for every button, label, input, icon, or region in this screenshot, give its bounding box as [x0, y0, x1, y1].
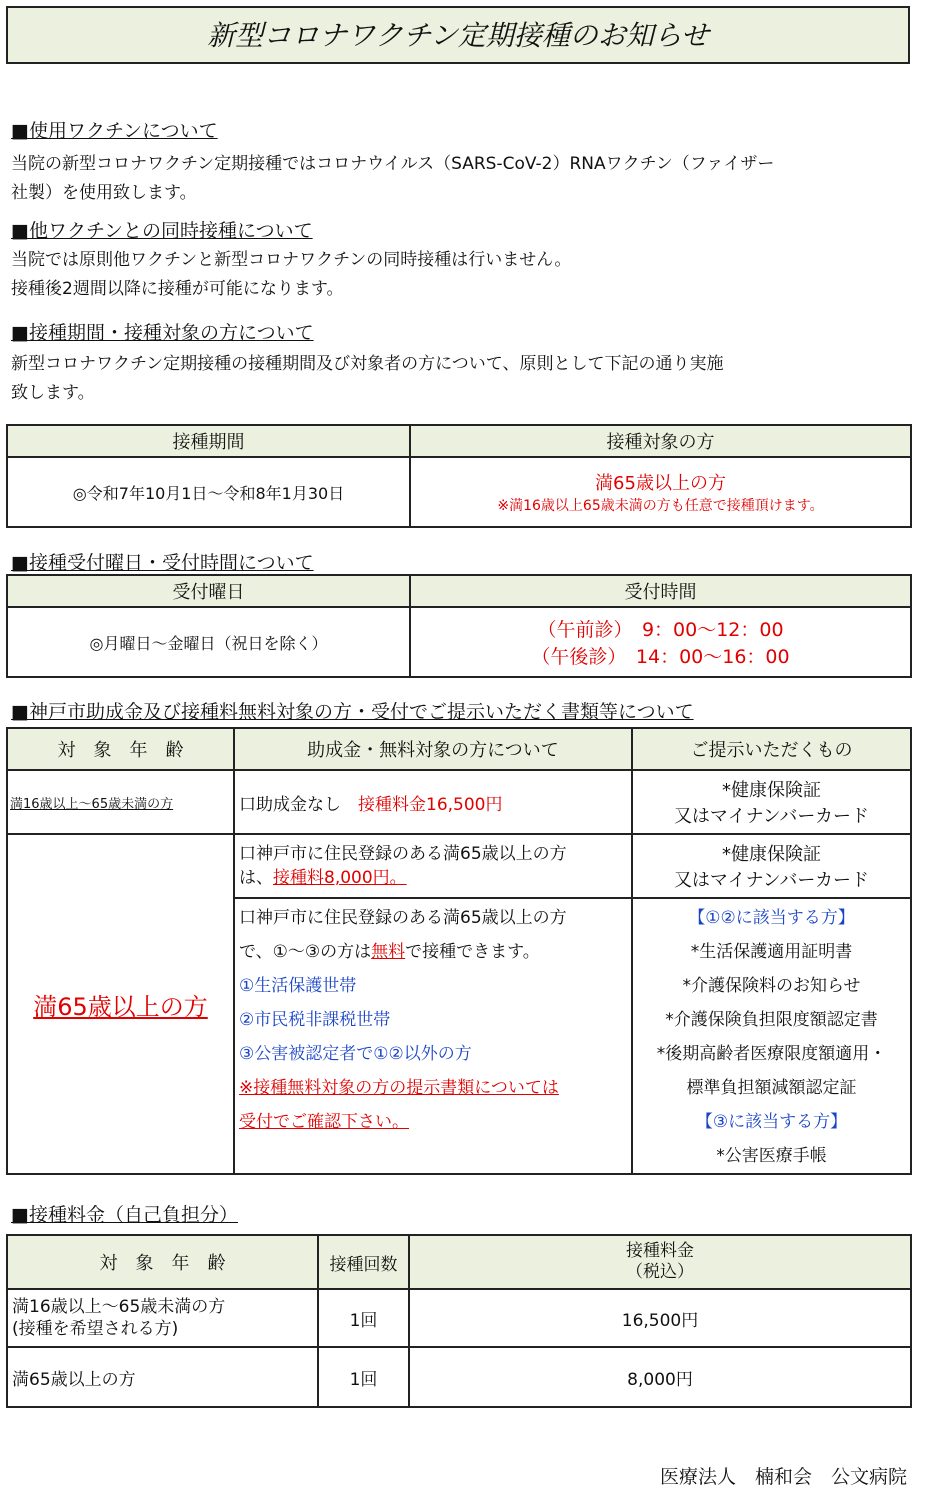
- welfare-household: ①生活保護世帯: [239, 976, 357, 996]
- free-line-2a: で、①～③の方は: [239, 942, 372, 962]
- fee-row-age: [7, 1289, 318, 1347]
- section-heading-vaccine: ■使用ワクチンについて: [11, 120, 218, 142]
- section-heading-reception: ■接種受付曜日・受付時間について: [11, 552, 314, 574]
- period-col-header: 接種期間: [7, 425, 410, 457]
- tax-exempt-household: ②市民税非課税世帯: [239, 1010, 391, 1030]
- hours-pm: （午後診） 14：00～16：00: [531, 646, 790, 668]
- section-heading-period: ■接種期間・接種対象の方について: [11, 322, 314, 344]
- free-line-2c: で接種できます。: [405, 942, 540, 962]
- subsidy-65-free: [234, 898, 632, 1174]
- period-line-2: 致します。: [11, 383, 95, 403]
- concurrent-line-1: 当院では原則他ワクチンと新型コロナワクチンの同時接種は行いません。: [11, 250, 572, 270]
- hours-cell: [410, 607, 911, 677]
- target-note: ※満16歳以上65歳未満の方も任意で接種頂けます。: [497, 498, 824, 514]
- age-col-header: 対 象 年 齢: [7, 728, 234, 770]
- period-line-1: 新型コロナワクチン定期接種の接種期間及び対象者の方について、原則として下記の通り実施: [11, 354, 724, 374]
- fee-age-col-header: 対 象 年 齢: [7, 1235, 318, 1289]
- vaccine-line-1: 当院の新型コロナワクチン定期接種ではコロナウイルス（SARS-CoV-2）RNAワクチン（ファイザー: [11, 154, 775, 174]
- mynumber-card-65: 又はマイナンバーカード: [673, 870, 870, 891]
- fee-amount-col-header: [409, 1235, 911, 1289]
- period-value: ◎令和7年10月1日～令和8年1月30日: [7, 457, 410, 527]
- vaccine-line-2: 社製）を使用致します。: [11, 183, 197, 203]
- free-line-2: [239, 935, 631, 969]
- docs-16-64: [632, 770, 911, 834]
- free-line-1: 口神戸市に住民登録のある満65歳以上の方: [239, 908, 567, 928]
- fee-row-amount: 16,500円: [409, 1289, 911, 1347]
- target-value: 満65歳以上の方: [595, 473, 726, 494]
- free-docs-note-2: 受付でご確認下さい。: [239, 1112, 409, 1132]
- care-limit-certificate: *介護保険負担限度額認定書: [665, 1010, 878, 1030]
- age-16-64: 満16歳以上～65歳未満の方: [7, 770, 234, 834]
- pollution-handbook: *公害医療手帳: [716, 1146, 827, 1166]
- docs-group-1-2: 【①②に該当する方】: [688, 908, 855, 928]
- days-value: ◎月曜日～金曜日（祝日を除く）: [7, 607, 410, 677]
- no-subsidy-text: 口助成金なし: [239, 794, 358, 815]
- hours-col-header: 受付時間: [410, 575, 911, 607]
- subsidy-65-paid: [234, 834, 632, 898]
- fee-row-1-age: 満16歳以上～65歳未満の方: [12, 1297, 226, 1317]
- fee-header-line-1: 接種料金: [626, 1241, 694, 1261]
- age-65-plus: [7, 834, 234, 1174]
- mynumber-card: 又はマイナンバーカード: [673, 806, 870, 827]
- concurrent-line-2: 接種後2週間以降に接種が可能になります。: [11, 279, 344, 299]
- fee-row-amount: 8,000円: [409, 1347, 911, 1407]
- fee-8000-text: 接種料8,000円。: [273, 868, 407, 888]
- vaccine-paragraph: [11, 150, 774, 208]
- docs-group-3: 【③に該当する方】: [695, 1112, 848, 1132]
- target-col-header: 接種対象の方: [410, 425, 911, 457]
- hospital-name: 医療法人 楠和会 公文病院: [659, 1466, 907, 1488]
- fee-count-col-header: 接種回数: [318, 1235, 409, 1289]
- fee-intro: は、: [239, 868, 273, 888]
- care-premium-notice: *介護保険料のお知らせ: [682, 976, 861, 996]
- section-heading-fees: ■接種料金（自己負担分）: [11, 1204, 238, 1226]
- section-heading-subsidy: ■神戸市助成金及び接種料無料対象の方・受付でご提示いただく書類等について: [11, 701, 694, 723]
- age-65-label: 満65歳以上の方: [33, 992, 208, 1021]
- insurance-card: *健康保険証: [722, 780, 821, 801]
- elderly-limit-cert-2: 標準負担額減額認定証: [686, 1078, 857, 1098]
- fee-row-age: 満65歳以上の方: [7, 1347, 318, 1407]
- welfare-certificate: *生活保護適用証明書: [690, 942, 853, 962]
- kobe-resident-65: 口神戸市に住民登録のある満65歳以上の方: [239, 844, 567, 864]
- pollution-victim: ③公害被認定者で①②以外の方: [239, 1044, 472, 1064]
- section-heading-concurrent: ■他ワクチンとの同時接種について: [11, 220, 313, 242]
- fee-row-1-note: (接種を希望される方): [12, 1319, 179, 1339]
- subsidy-col-header: 助成金・無料対象の方について: [234, 728, 632, 770]
- page-title: 新型コロナワクチン定期接種のお知らせ: [6, 6, 910, 64]
- subsidy-16-64: [234, 770, 632, 834]
- subsidy-table: [6, 727, 912, 1175]
- docs-65-free: [632, 898, 911, 1174]
- days-col-header: 受付曜日: [7, 575, 410, 607]
- period-table: [6, 424, 912, 528]
- fee-row-count: 1回: [318, 1347, 409, 1407]
- docs-65-paid: [632, 834, 911, 898]
- free-word: 無料: [371, 942, 406, 962]
- target-cell: [410, 457, 911, 527]
- hours-am: （午前診） 9：00～12：00: [537, 619, 784, 641]
- insurance-card-65: *健康保険証: [722, 844, 821, 865]
- fee-16500-text: 接種料金16,500円: [358, 794, 503, 815]
- docs-col-header: ご提示いただくもの: [632, 728, 911, 770]
- free-docs-note-1: ※接種無料対象の方の提示書類については: [239, 1078, 559, 1098]
- period-paragraph: [11, 350, 723, 408]
- elderly-limit-cert-1: *後期高齢者医療限度額適用・: [656, 1044, 887, 1064]
- fee-table: [6, 1234, 912, 1408]
- concurrent-paragraph: [11, 246, 571, 304]
- reception-table: [6, 574, 912, 678]
- fee-row-count: 1回: [318, 1289, 409, 1347]
- fee-header-line-2: （税込）: [626, 1262, 694, 1282]
